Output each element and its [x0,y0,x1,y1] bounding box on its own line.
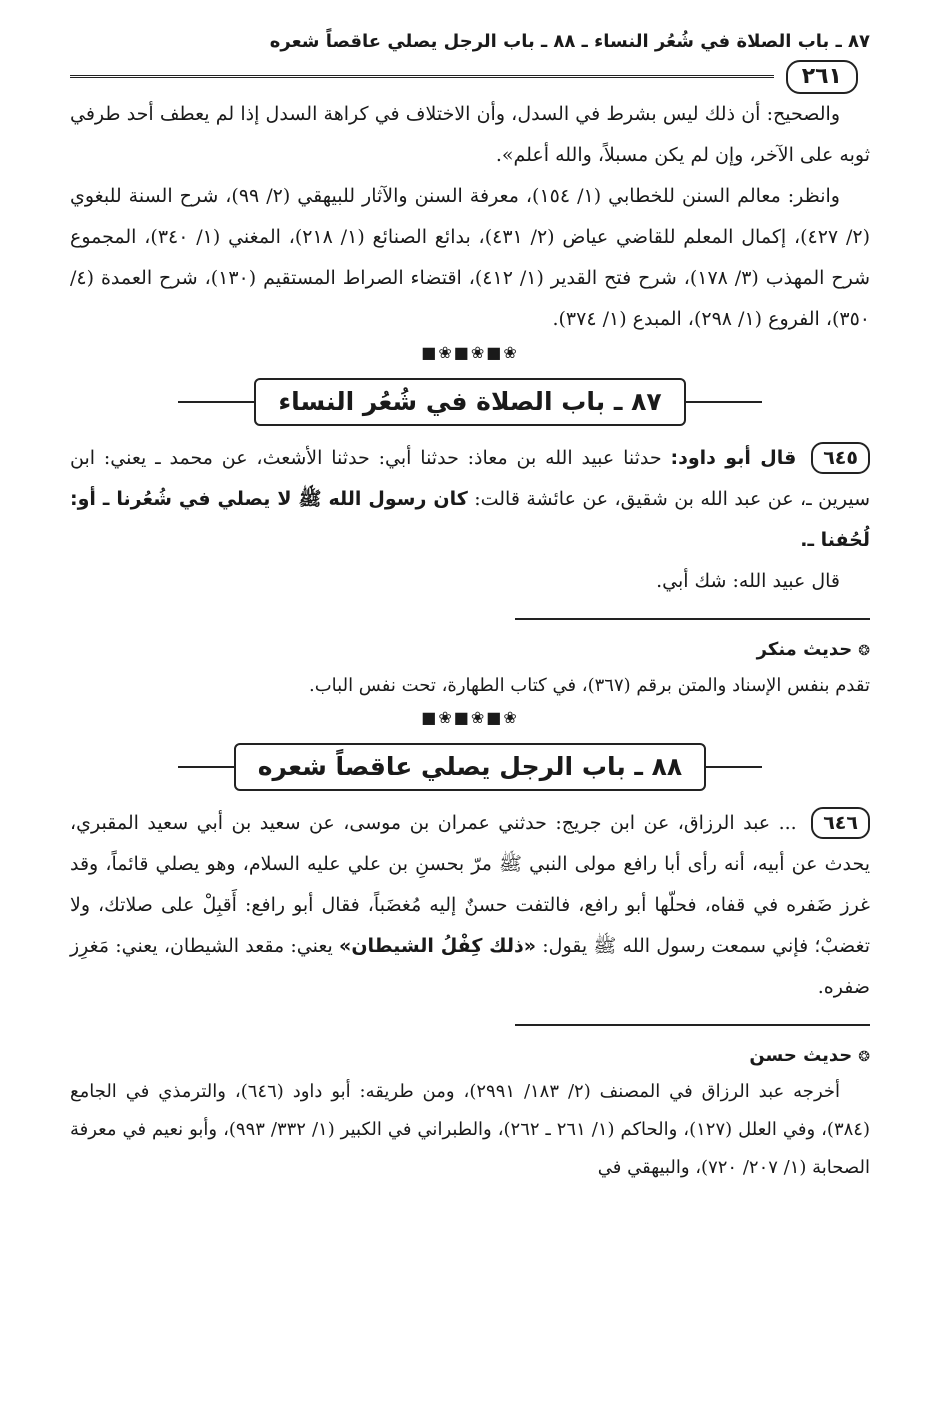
grade-645-note: تقدم بنفس الإسناد والمتن برقم (٣٦٧)، في كتاب الطهارة، تحت نفس الباب. [309,675,870,696]
grade-646-note: أخرجه عبد الرزاق في المصنف (٢/ ١٨٣/ ٢٩٩١)، ومن طريقه: أبو داود (٦٤٦)، والترمذي في الجامع (٣٨٤)، وفي العلل (١٢٧)، والحاكم (١/ ٢٦١ ـ ٢٦٢)، والطبراني في الكبير (١/ ٣٣٢/ ٩٩٣)، وأبو نعيم في معرفة الصحابة (١/ ٢٠٧/ ٧٢٠)، والبيهقي في [70,1081,870,1178]
running-header: ٨٧ ـ باب الصلاة في شُعُر النساء ـ ٨٨ ـ باب الرجل يصلي عاقصاً شعره [269,31,870,52]
header-rule [70,58,870,94]
grade-bullet-icon: ❂ [858,643,870,659]
grade-645 [70,634,870,667]
hadith-645-lead: قال أبو داود: [670,447,797,469]
chapter-87-heading [70,378,870,426]
hadith-646-tail: يعني: مقعد الشيطان، يعني: مَغرِز ضفره. [70,935,870,998]
intro-paragraph-2: وانظر: معالم السنن للخطابي (١/ ١٥٤)، معرفة السنن والآثار للبيهقي (٢/ ٩٩)، شرح السنة للبغوي (٢/ ٤٢٧)، إكمال المعلم للقاضي عياض (٢/ ٤٣١)، بدائع الصنائع (١/ ٢١٨)، المغني (١/ ٣٤٠)، المجموع شرح المهذب (٣/ ١٧٨)، شرح فتح القدير (١/ ٤١٢)، اقتضاء الصراط المستقيم (١٣٠)، شرح العمدة (٤/ ٣٥٠)، الفروع (١/ ٢٩٨)، المبدع (١/ ٣٧٤). [70,185,870,330]
hadith-645-isnad: حدثنا عبيد الله بن معاذ: حدثنا أبي: حدثنا الأشعث، عن محمد ـ يعني: ابن سيرين ـ، عن عبد الله بن شقيق، عن عائشة قالت: [70,447,871,510]
hadith-645-matn: كان رسول الله ﷺ لا يصلي في شُعُرنا ـ أو: لُحُفنا ـ. [70,488,870,551]
section-ornament-2: ❀■❀■❀■ [421,708,519,727]
chapter-87-title: ٨٧ ـ باب الصلاة في شُعُر النساء [254,378,685,426]
hadith-number-645: ٦٤٥ [811,442,870,474]
footnote-separator-2 [515,1024,870,1026]
hadith-646 [70,803,870,1008]
footnote-separator [515,618,870,620]
page-number-label: ٢٦١ [786,60,858,94]
intro-paragraph-1: والصحيح: أن ذلك ليس بشرط في السدل، وأن الاختلاف في كراهة السدل إذا لم يعطف أحد طرفي ثوبه على الآخر، وإن لم يكن مسبلاً، والله أعلم». [70,103,870,166]
grade-645-label: حديث منكر [756,639,853,660]
page-number [774,60,870,94]
double-rule [70,75,870,78]
hadith-645 [70,438,870,561]
hadith-646-matn: «ذلك كِفْلُ الشيطان» [339,935,537,957]
chapter-88-heading [70,743,870,791]
hadith-646-text: ... عبد الرزاق، عن ابن جريج: حدثني عمران بن موسى، عن سعيد بن أبي سعيد المقبري، يحدث عن أبيه، أنه رأى أبا رافع مولى النبي ﷺ مرّ بحسنِ بن علي عليه السلام، وهو يصلي قائماً، وقد غرز ضَفره في قفاه، فحلّها أبو رافع، فالتفت حسنٌ إليه مُغضَباً، فقال أبو رافع: أَقبِلْ على صلاتك، ولا تغضبْ؛ فإني سمعت رسول الله ﷺ يقول: [70,812,870,957]
heading-rule-right [682,401,762,403]
chapter-88-title: ٨٨ ـ باب الرجل يصلي عاقصاً شعره [234,743,706,791]
hadith-number-646: ٦٤٦ [811,807,870,839]
grade-646 [70,1040,870,1073]
hadith-645-note: قال عبيد الله: شك أبي. [656,570,840,592]
section-ornament: ❀■❀■❀■ [421,343,519,362]
book-page [70,28,870,1187]
grade-bullet-icon: ❂ [858,1049,870,1065]
grade-646-label: حديث حسن [749,1045,853,1066]
heading-rule-left [178,401,258,403]
